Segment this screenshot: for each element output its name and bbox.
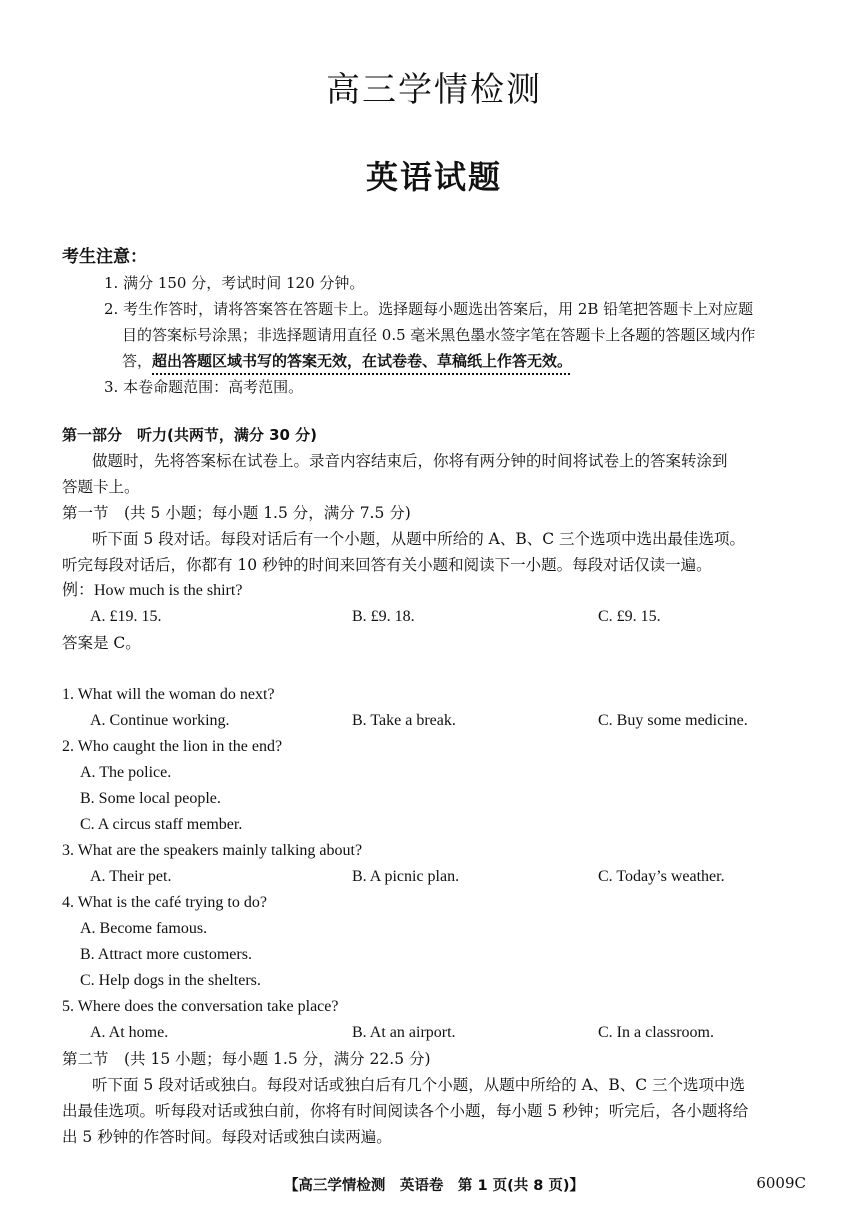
notice-item-2-line-3 <box>62 348 822 374</box>
example-option-b: B. £9. 18. <box>352 608 415 625</box>
question-3: 3. What are the speakers mainly talking about? <box>62 842 363 859</box>
question-1-options <box>62 708 808 734</box>
question-1-option-c: C. Buy some medicine. <box>598 712 748 729</box>
notice-item-2-emphasis: 超出答题区域书写的答案无效，在试卷卷、草稿纸上作答无效。 <box>152 352 573 370</box>
question-5-option-b: B. At an airport. <box>352 1024 456 1041</box>
question-1-option-a: A. Continue working. <box>90 712 230 729</box>
question-2-option-b: B. Some local people. <box>80 790 221 807</box>
question-5-options <box>62 1020 808 1046</box>
question-5-option-a: A. At home. <box>90 1024 169 1041</box>
section2-instruction-3: 出 5 秒钟的作答时间。每段对话或独白读两遍。 <box>62 1128 392 1146</box>
question-2-option-c: C. A circus staff member. <box>80 816 243 833</box>
example-option-c: C. £9. 15. <box>598 608 661 625</box>
section1-instruction-2: 听完每段对话后，你都有 10 秒钟的时间来回答有关小题和阅读下一小题。每段对话仅读一遍。 <box>62 556 712 574</box>
section2-instruction-2: 出最佳选项。听每段对话或独白前，你将有时间阅读各个小题，每小题 5 秒钟；听完后，各小题将给 <box>62 1102 749 1120</box>
footer-page-label: 【高三学情检测 英语卷 第 1 页(共 8 页)】 <box>283 1178 585 1194</box>
example-option-a: A. £19. 15. <box>90 608 162 625</box>
notice-block <box>62 244 822 400</box>
section1-heading: 第一节 (共 5 小题；每小题 1.5 分，满分 7.5 分) <box>62 504 411 522</box>
question-1: 1. What will the woman do next? <box>62 686 275 703</box>
section2-heading: 第二节 (共 15 小题；每小题 1.5 分，满分 22.5 分) <box>62 1050 431 1068</box>
notice-item-1: 1. 满分 150 分，考试时间 120 分钟。 <box>104 274 365 292</box>
question-4: 4. What is the café trying to do? <box>62 894 267 911</box>
notice-heading: 考生注意： <box>62 247 147 267</box>
footer-code: 6009C <box>756 1174 806 1192</box>
part1-heading: 第一部分 听力(共两节，满分 30 分) <box>62 426 318 444</box>
section1-instruction-1: 听下面 5 段对话。每段对话后有一个小题，从题中所给的 A、B、C 三个选项中选出最佳选项。 <box>92 530 746 548</box>
question-1-option-b: B. Take a break. <box>352 712 456 729</box>
example-question: 例：How much is the shirt? <box>62 582 243 599</box>
question-5: 5. Where does the conversation take place? <box>62 998 339 1015</box>
question-5-option-c: C. In a classroom. <box>598 1024 714 1041</box>
question-3-option-b: B. A picnic plan. <box>352 868 460 885</box>
page-subtitle: 英语试题 <box>365 158 502 196</box>
part1-intro-line-1: 做题时，先将答案标在试卷上。录音内容结束后，你将有两分钟的时间将试卷上的答案转涂到 <box>92 452 728 470</box>
question-3-option-a: A. Their pet. <box>90 868 172 885</box>
question-3-options <box>62 864 808 890</box>
part1-intro-line-2: 答题卡上。 <box>62 478 140 496</box>
question-4-option-a: A. Become famous. <box>80 920 208 937</box>
example-options <box>62 604 808 630</box>
spacer <box>62 656 808 682</box>
notice-item-2-line-2: 目的答案标号涂黑；非选择题请用直径 0.5 毫米黑色墨水签字笔在答题卡上各题的答题区域内作 <box>122 326 756 344</box>
listening-section <box>62 422 808 1150</box>
question-4-option-c: C. Help dogs in the shelters. <box>80 972 261 989</box>
question-2-option-a: A. The police. <box>80 764 172 781</box>
notice-item-2-plain: 答， <box>122 352 153 370</box>
page-title: 高三学情检测 <box>326 70 542 110</box>
question-4-option-b: B. Attract more customers. <box>80 946 252 963</box>
example-answer: 答案是 C。 <box>62 634 141 652</box>
section2-instruction-1: 听下面 5 段对话或独白。每段对话或独白后有几个小题，从题中所给的 A、B、C 三个选项中选 <box>92 1076 746 1094</box>
question-3-option-c: C. Today’s weather. <box>598 868 725 885</box>
notice-item-2-line-1: 2. 考生作答时，请将答案答在答题卡上。选择题每小题选出答案后，用 2B 铅笔把答题卡上对应题 <box>104 300 754 318</box>
notice-item-3: 3. 本卷命题范围：高考范围。 <box>104 378 304 396</box>
question-2: 2. Who caught the lion in the end? <box>62 738 283 755</box>
